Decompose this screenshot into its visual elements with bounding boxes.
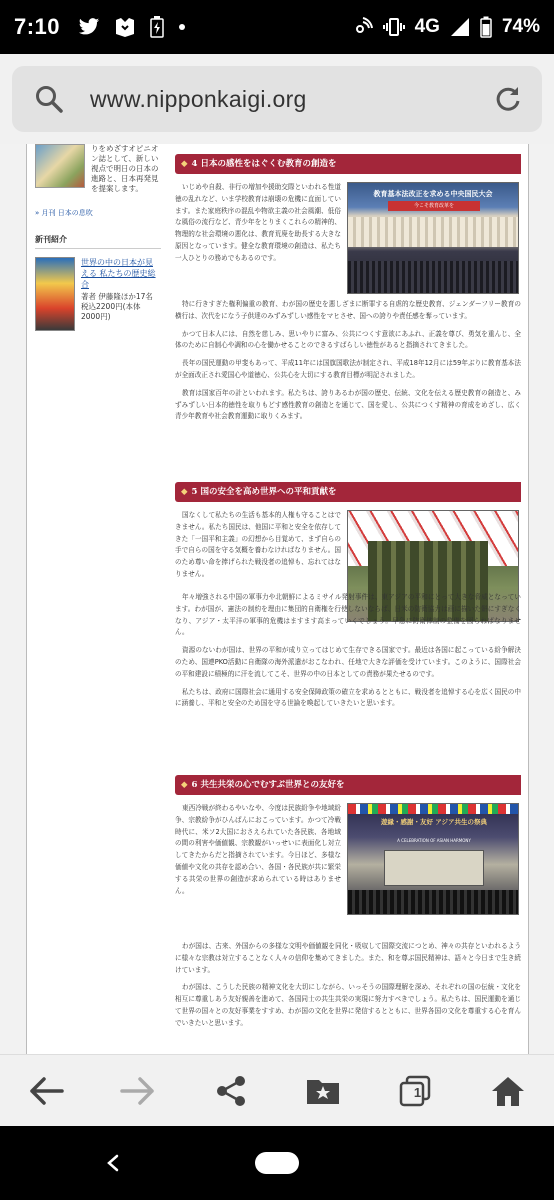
book-author: 著者 伊藤隆ほか17名: [81, 292, 153, 301]
url-bar[interactable]: [12, 66, 542, 132]
section-friendship: [175, 775, 521, 1027]
tabs-button[interactable]: [385, 1061, 445, 1121]
rally-sub-banner: 今こそ教育改革を: [388, 201, 480, 211]
bookmark-folder-icon: [305, 1076, 341, 1106]
back-button[interactable]: [16, 1061, 76, 1121]
paragraph: わが国は、古来、外国からの多様な文明や価値観を同化・吸収して国際交流につとめ、神々の共存といわれるように様々な宗教は対立することなく人々の信仰を集めてきました。また、和を尊ぶ国民精神は、語々と今日まで生き続けています。: [175, 942, 521, 974]
section-title: ◆ 4 日本の感性をはぐくむ教育の創造を: [175, 154, 521, 174]
paragraph: いじめや自殺、非行の増加や援助交際といわれる性道徳の乱れなど、いま学校教育は崩壊の危機に直面しています。また家庭秩序の混乱や物欲主義の社会風潮、低俗な風俗の流行など、青少年をとりまくこれらの精神的、物理的な社会環境の悪化は、教育荒廃を助長する大きな原因となっています。健全な教育環境の創造は、私たち一人ひとりの務めでもあるのです。: [175, 183, 341, 262]
twitter-icon: [78, 17, 100, 37]
browser-bottom-nav: [0, 1054, 554, 1126]
app-badge-icon: [114, 16, 136, 38]
status-time: 7:10: [14, 14, 61, 39]
monthly-magazine-link[interactable]: » 月刊 日本の息吹: [35, 209, 93, 217]
magazine-description: りをめざすオピニオン誌として、新しい視点で明日の日本の進路と、日本再発見を提案します。: [91, 144, 159, 193]
paragraph: 国なくして私たちの生活も基本的人権も守ることはできません。私たち国民は、他国に平和と安全を依存してきた「一国平和主義」の幻想から目覚めて、まず自らの手で自らの国を守る気概を養わなければなりません。国のため尊い命を捧げられた戦没者の追悼も、忘れてはなりません。: [175, 511, 341, 578]
sidebar: [35, 144, 161, 331]
paragraph: 年々増強される中国の軍事力や北朝鮮によるミサイル発射事件は、東アジアの平和にとって大きな脅威となっています。わが国が、憲法の制約を理由に集団的自衛権を行使しないならば、日米の防衛協力は画に描いた餅にすぎなくなり、アジア・太平洋の軍事的危機はますます高まっていくでしょう。早急に防衛体制の整備を図らねばなりません。: [175, 593, 521, 637]
tab-count: 1: [413, 1084, 422, 1100]
rally-banner: 教育基本法改正を求める中央国民大会: [373, 189, 493, 198]
status-bar: [0, 0, 554, 54]
bookmarks-button[interactable]: [293, 1061, 353, 1121]
share-button[interactable]: [201, 1061, 261, 1121]
search-icon: [34, 84, 64, 114]
magazine-cover[interactable]: [35, 144, 85, 188]
section-title: ◆ 6 共生共栄の心でむすぶ世界との友好を: [175, 775, 521, 795]
system-navigation-bar: [0, 1126, 554, 1200]
festival-banner: 遊縁・感謝・友好 アジア共生の祭典: [380, 818, 487, 826]
new-books-heading: 新刊紹介: [35, 234, 161, 249]
share-icon: [214, 1074, 248, 1108]
home-button[interactable]: [478, 1061, 538, 1121]
page-container: [26, 144, 529, 1054]
paragraph: わが国は、こうした民族の精神文化を大切にしながら、いっそうの国際理解を深め、それぞれの国の伝統・文化を相互に尊重しあう友好親善を進めて、各国同士の共生共栄の実現に努力すべきでしょう。私たちは、国民運動を通じて世界の国々との友好事業をすすめ、わが国の文化を世界に発信するとともに、世界各国の文化を尊重する心を育んでいきたいと思います。: [175, 983, 521, 1027]
section-title: ◆ 5 国の安全を高め世界への平和貢献を: [175, 482, 521, 502]
system-back-icon[interactable]: [106, 1154, 120, 1172]
home-icon: [490, 1075, 526, 1107]
book-cover[interactable]: [35, 257, 75, 331]
book-price: 税込2200円(本体2000円): [81, 302, 141, 321]
paragraph: 長年の国民運動の甲斐もあって、平成11年には国旗国歌法が制定され、平成18年12月には59年ぶりに教育基本法が全面改正され愛国心や道徳心、公共心を大切にする教育目標が明記されました。: [175, 359, 521, 379]
system-status: [351, 16, 540, 38]
education-rally-photo: [347, 182, 519, 294]
signal-icon: [450, 17, 470, 37]
paragraph: 東西冷戦が終わるやいなや、今度は民族紛争や地域紛争、宗教紛争がひんぱんにおこっています。かつて冷戦時代に、米ソ2大国におさえられていた各民族、各地域の間の利害や価値観、宗教観がいっせいに表面化し対立してきたからだと指摘されています。今日ほど、多様な価値や文化の共存を認め合い、各国・各民族が共に繁栄する共栄の世界の創造が求められている時はありません。: [175, 804, 341, 895]
battery-saver-icon: [150, 16, 164, 38]
book-title-link[interactable]: 世界の中の日本が見える 私たちの歴史総合: [81, 258, 156, 289]
asia-festival-photo: [347, 803, 519, 915]
paragraph: 私たちは、政府に国際社会に通用する安全保障政策の確立を求めるとともに、戦没者を追悼する心を広く国民の中に涵養し、平和と安全のため国を守る世論を喚起していきたいと思います。: [175, 687, 521, 708]
section-security: [175, 482, 521, 708]
section-education: [175, 154, 521, 421]
url-text[interactable]: www.nipponkaigi.org: [90, 85, 307, 112]
reload-icon[interactable]: [494, 85, 522, 113]
web-content[interactable]: [0, 144, 554, 1054]
dot-icon: [178, 23, 186, 31]
paragraph: 教育は国家百年の計といわれます。私たちは、誇りあるわが国の歴史、伝統、文化を伝える歴史教育の創造と、みずみずしい日本的徳性を取りもどす感性教育の創造とを通じて、国を愛し、公共につくす精神の育成をめざし、広く青少年教育や社会教育運動に取りくみます。: [175, 388, 521, 421]
arrow-right-icon: [120, 1076, 156, 1106]
network-type: 4G: [414, 16, 440, 37]
paragraph: 資源のないわが国は、世界の平和が成り立ってはじめて生存できる国家です。最近は各国に起こっている紛争解決のため、国連PKO活動に自衛隊の海外派遣がおこなわれ、任地で大きな評価を受けています。このように、国際社会の平和建設に積極的に汗を流してこそ、世界の中の日本としての責務が果たせるのです。: [175, 646, 521, 678]
vibrate-icon: [383, 16, 405, 38]
browser-toolbar: [0, 54, 554, 144]
paragraph: 特に行きすぎた権利偏重の教育、わが国の歴史を悪しざまに断罪する自虐的な歴史教育、ジェンダーフリー教育の横行は、次代をになう子供達のみずみずしい感性をマヒさせ、国への誇りや責任感を奪っています。: [175, 300, 521, 320]
paragraph: かつて日本人には、自然を慈しみ、思いやりに富み、公共につくす意欲にあふれ、正義を尊び、勇気を重んじ、全体のために自制心や調和の心を働かせることのできるすばらしい徳性があると指摘されてきました。: [175, 329, 521, 350]
festival-sub-banner: A CELEBRATION OF ASIAN HARMONY: [397, 838, 471, 843]
battery-level: 74%: [501, 16, 540, 37]
notification-icons: [78, 16, 186, 38]
nfc-icon: [351, 16, 373, 38]
arrow-left-icon: [28, 1076, 64, 1106]
forward-button[interactable]: [108, 1061, 168, 1121]
system-home-pill[interactable]: [255, 1152, 299, 1174]
battery-icon: [480, 16, 492, 38]
